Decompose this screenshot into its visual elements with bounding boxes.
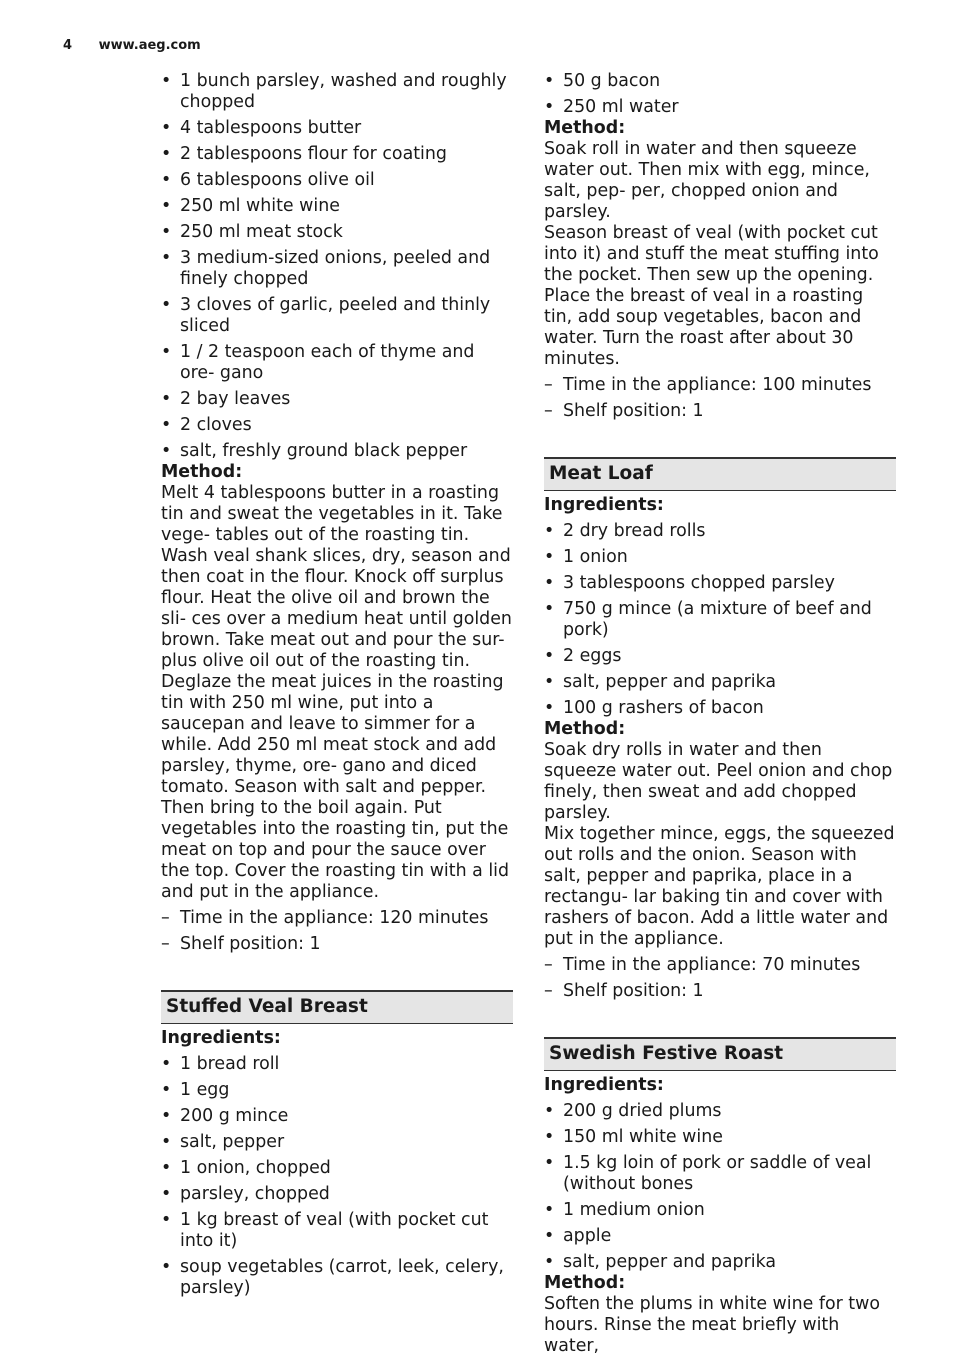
method-paragraph: Soak roll in water and then squeeze water out. Then mix with egg, mince, salt, pep- per, chopped onion and parsley.: [544, 139, 870, 222]
method-paragraph: Mix together mince, eggs, the squeezed out rolls and the onion. Season with salt, pepper and paprika, place in a rectangu- lar baking tin and cover with rashers of bacon. Add a little water and put in the appliance.: [544, 824, 895, 949]
list-item: • 3 cloves of garlic, peeled and thinly sliced: [161, 295, 513, 337]
method-paragraph: Place the breast of veal in a roasting tin, add soup vegetables, bacon and water. Turn the roast after about 30 minutes.: [544, 286, 864, 369]
website-link[interactable]: www.aeg.com: [98, 38, 201, 53]
list-item: • 1 onion: [544, 547, 896, 568]
list-item: • 150 ml white wine: [544, 1127, 896, 1148]
ingredient-list: [544, 71, 896, 118]
section-heading-swedish-festive-roast: Swedish Festive Roast: [544, 1037, 896, 1071]
ingredient-list: [161, 1054, 513, 1299]
method-paragraph: Wash veal shank slices, dry, season and then coat in the flour. Knock off surplus flour. Heat the olive oil and brown the sli- ces over a medium heat until golden brown. Take meat out and pour the sur- plus olive oil out of the roasting tin.: [161, 546, 512, 671]
list-item: • 1 bread roll: [161, 1054, 513, 1075]
list-item: • apple: [544, 1226, 896, 1247]
list-item: • salt, pepper and paprika: [544, 1252, 896, 1273]
method-paragraph: Season breast of veal (with pocket cut into it) and stuff the meat stuffing into the pocket. Then sew up the opening.: [544, 223, 879, 285]
method-label: Method:: [544, 118, 626, 138]
ingredients-label: Ingredients:: [544, 495, 664, 515]
list-item: • 2 bay leaves: [161, 389, 513, 410]
list-item: • 2 cloves: [161, 415, 513, 436]
list-item: – Time in the appliance: 70 minutes: [544, 955, 896, 976]
list-item: • 3 medium-sized onions, peeled and finely chopped: [161, 248, 513, 290]
list-item: • 6 tablespoons olive oil: [161, 170, 513, 191]
list-item: • 2 eggs: [544, 646, 896, 667]
list-item: • 200 g dried plums: [544, 1101, 896, 1122]
left-column: [161, 71, 513, 1304]
list-item: • 4 tablespoons butter: [161, 118, 513, 139]
list-item: • salt, pepper: [161, 1132, 513, 1153]
list-item: – Shelf position: 1: [544, 401, 896, 422]
list-item: – Shelf position: 1: [544, 981, 896, 1002]
list-item: • 1 onion, chopped: [161, 1158, 513, 1179]
method-label: Method:: [161, 462, 243, 482]
list-item: • 2 dry bread rolls: [544, 521, 896, 542]
ingredient-list: [161, 71, 513, 462]
list-item: • 1 egg: [161, 1080, 513, 1101]
list-item: – Shelf position: 1: [161, 934, 513, 955]
list-item: • 250 ml white wine: [161, 196, 513, 217]
list-item: • 1 medium onion: [544, 1200, 896, 1221]
method-paragraph: Deglaze the meat juices in the roasting tin with 250 ml wine, put into a saucepan and leave to simmer for a while. Add 250 ml meat stock and add parsley, thyme, ore- gano and diced tomato. Season with salt and pepper. Then bring to the boil again. Put vegetables into the roasting tin, put the meat on top and pour the sauce over the top. Cover the roasting tin with a lid and put in the appliance.: [161, 672, 510, 902]
method-label: Method:: [544, 719, 626, 739]
list-item: • 250 ml meat stock: [161, 222, 513, 243]
list-item: • salt, pepper and paprika: [544, 672, 896, 693]
list-item: • 1 bunch parsley, washed and roughly chopped: [161, 71, 513, 113]
list-item: • parsley, chopped: [161, 1184, 513, 1205]
method-paragraph: Soak dry rolls in water and then squeeze water out. Peel onion and chop finely, then sweat and add chopped parsley.: [544, 740, 893, 823]
list-item: • 3 tablespoons chopped parsley: [544, 573, 896, 594]
method-paragraph: Melt 4 tablespoons butter in a roasting tin and sweat the vegetables in it. Take vege- tables out of the roasting tin.: [161, 483, 503, 545]
section-heading-stuffed-veal-breast: Stuffed Veal Breast: [161, 990, 513, 1024]
list-item: • 1.5 kg loin of pork or saddle of veal (without bones: [544, 1153, 896, 1195]
list-item: • 50 g bacon: [544, 71, 896, 92]
page-header: [63, 38, 201, 53]
page-number: 4: [63, 38, 73, 53]
ingredients-label: Ingredients:: [544, 1075, 664, 1095]
settings-list: [161, 908, 513, 955]
ingredient-list: [544, 1101, 896, 1273]
list-item: • 2 tablespoons flour for coating: [161, 144, 513, 165]
list-item: • 750 g mince (a mixture of beef and pork): [544, 599, 896, 641]
list-item: • salt, freshly ground black pepper: [161, 441, 513, 462]
list-item: • 250 ml water: [544, 97, 896, 118]
list-item: • 1 / 2 teaspoon each of thyme and ore- gano: [161, 342, 513, 384]
list-item: – Time in the appliance: 100 minutes: [544, 375, 896, 396]
ingredients-label: Ingredients:: [161, 1028, 281, 1048]
list-item: • 200 g mince: [161, 1106, 513, 1127]
list-item: • 1 kg breast of veal (with pocket cut into it): [161, 1210, 513, 1252]
method-paragraph: Soften the plums in white wine for two hours. Rinse the meat briefly with water,: [544, 1294, 880, 1356]
list-item: – Time in the appliance: 120 minutes: [161, 908, 513, 929]
settings-list: [544, 375, 896, 422]
ingredient-list: [544, 521, 896, 719]
method-label: Method:: [544, 1273, 626, 1293]
right-column: [544, 71, 896, 1357]
section-heading-meat-loaf: Meat Loaf: [544, 457, 896, 491]
settings-list: [544, 955, 896, 1002]
list-item: • 100 g rashers of bacon: [544, 698, 896, 719]
list-item: • soup vegetables (carrot, leek, celery, parsley): [161, 1257, 513, 1299]
